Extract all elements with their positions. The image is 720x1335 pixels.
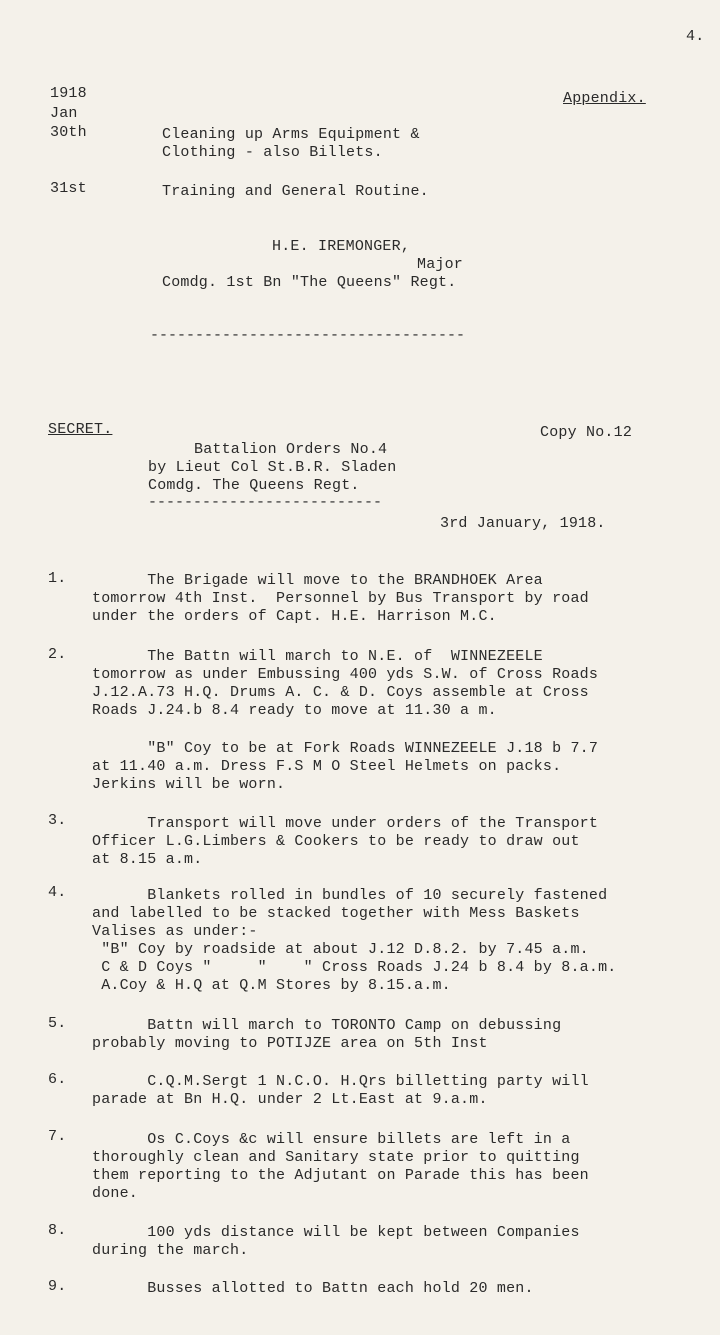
order-line: Roads J.24.b 8.4 ready to move at 11.30 a m. — [92, 702, 497, 719]
entry-text: Training and General Routine. — [162, 183, 429, 200]
order-line: C & D Coys " " " Cross Roads J.24 b 8.4 by 8.a.m. — [92, 959, 617, 976]
order-line: Busses allotted to Battn each hold 20 men. — [92, 1280, 534, 1297]
order-number: 3. — [48, 812, 67, 829]
page-number: 4. — [686, 28, 705, 45]
secret-label: SECRET. — [48, 421, 113, 438]
separator-line: ----------------------------------- — [150, 327, 466, 344]
order-number: 7. — [48, 1128, 67, 1145]
copy-number: Copy No.12 — [540, 424, 633, 441]
appendix-label: Appendix. — [563, 90, 646, 107]
order-line: The Brigade will move to the BRANDHOEK Area — [92, 572, 543, 589]
order-line: and labelled to be stacked together with Mess Baskets — [92, 905, 580, 922]
order-line: during the march. — [92, 1242, 249, 1259]
order-number: 2. — [48, 646, 67, 663]
signature-command: Comdg. 1st Bn "The Queens" Regt. — [162, 274, 457, 291]
order-line: done. — [92, 1185, 139, 1202]
order-line: Jerkins will be worn. — [92, 776, 286, 793]
order-line: them reporting to the Adjutant on Parade this has been — [92, 1167, 589, 1184]
order-number: 4. — [48, 884, 67, 901]
signature-name: H.E. IREMONGER, — [272, 238, 411, 255]
order-date: 3rd January, 1918. — [440, 515, 606, 532]
order-line: 100 yds distance will be kept between Companies — [92, 1224, 580, 1241]
order-line: C.Q.M.Sergt 1 N.C.O. H.Qrs billetting party will — [92, 1073, 589, 1090]
signature-rank: Major — [417, 256, 464, 273]
order-number: 5. — [48, 1015, 67, 1032]
order-command: Comdg. The Queens Regt. — [148, 477, 360, 494]
entry-text: Clothing - also Billets. — [162, 144, 383, 161]
order-underline: -------------------------- — [148, 494, 383, 511]
order-line: Transport will move under orders of the Transport — [92, 815, 599, 832]
order-line: Blankets rolled in bundles of 10 securely fastened — [92, 887, 608, 904]
order-number: 9. — [48, 1278, 67, 1295]
order-line: probably moving to POTIJZE area on 5th Inst — [92, 1035, 488, 1052]
order-line: Os C.Coys &c will ensure billets are left in a — [92, 1131, 571, 1148]
entry-text: Cleaning up Arms Equipment & — [162, 126, 420, 143]
entry-date: 30th — [50, 124, 87, 141]
order-line: tomorrow as under Embussing 400 yds S.W. of Cross Roads — [92, 666, 599, 683]
order-line: A.Coy & H.Q at Q.M Stores by 8.15.a.m. — [92, 977, 451, 994]
order-line: tomorrow 4th Inst. Personnel by Bus Transport by road — [92, 590, 589, 607]
order-number: 6. — [48, 1071, 67, 1088]
order-line: Officer L.G.Limbers & Cookers to be ready to draw out — [92, 833, 580, 850]
entry-date: 31st — [50, 180, 87, 197]
order-line: under the orders of Capt. H.E. Harrison M.C. — [92, 608, 497, 625]
order-line: The Battn will march to N.E. of WINNEZEELE — [92, 648, 543, 665]
order-line: thoroughly clean and Sanitary state prior to quitting — [92, 1149, 580, 1166]
order-number: 8. — [48, 1222, 67, 1239]
order-line: Battn will march to TORONTO Camp on debussing — [92, 1017, 562, 1034]
order-line: at 8.15 a.m. — [92, 851, 203, 868]
order-line: "B" Coy to be at Fork Roads WINNEZEELE J.18 b 7.7 — [92, 740, 599, 757]
order-line: J.12.A.73 H.Q. Drums A. C. & D. Coys assemble at Cross — [92, 684, 589, 701]
order-issuer: by Lieut Col St.B.R. Sladen — [148, 459, 397, 476]
order-line: Valises as under:- — [92, 923, 258, 940]
order-line: "B" Coy by roadside at about J.12 D.8.2. by 7.45 a.m. — [92, 941, 589, 958]
order-line: parade at Bn H.Q. under 2 Lt.East at 9.a.m. — [92, 1091, 488, 1108]
year: 1918 — [50, 85, 87, 102]
order-line: at 11.40 a.m. Dress F.S M O Steel Helmets on packs. — [92, 758, 562, 775]
order-title: Battalion Orders No.4 — [194, 441, 388, 458]
month: Jan — [50, 105, 78, 122]
order-number: 1. — [48, 570, 67, 587]
